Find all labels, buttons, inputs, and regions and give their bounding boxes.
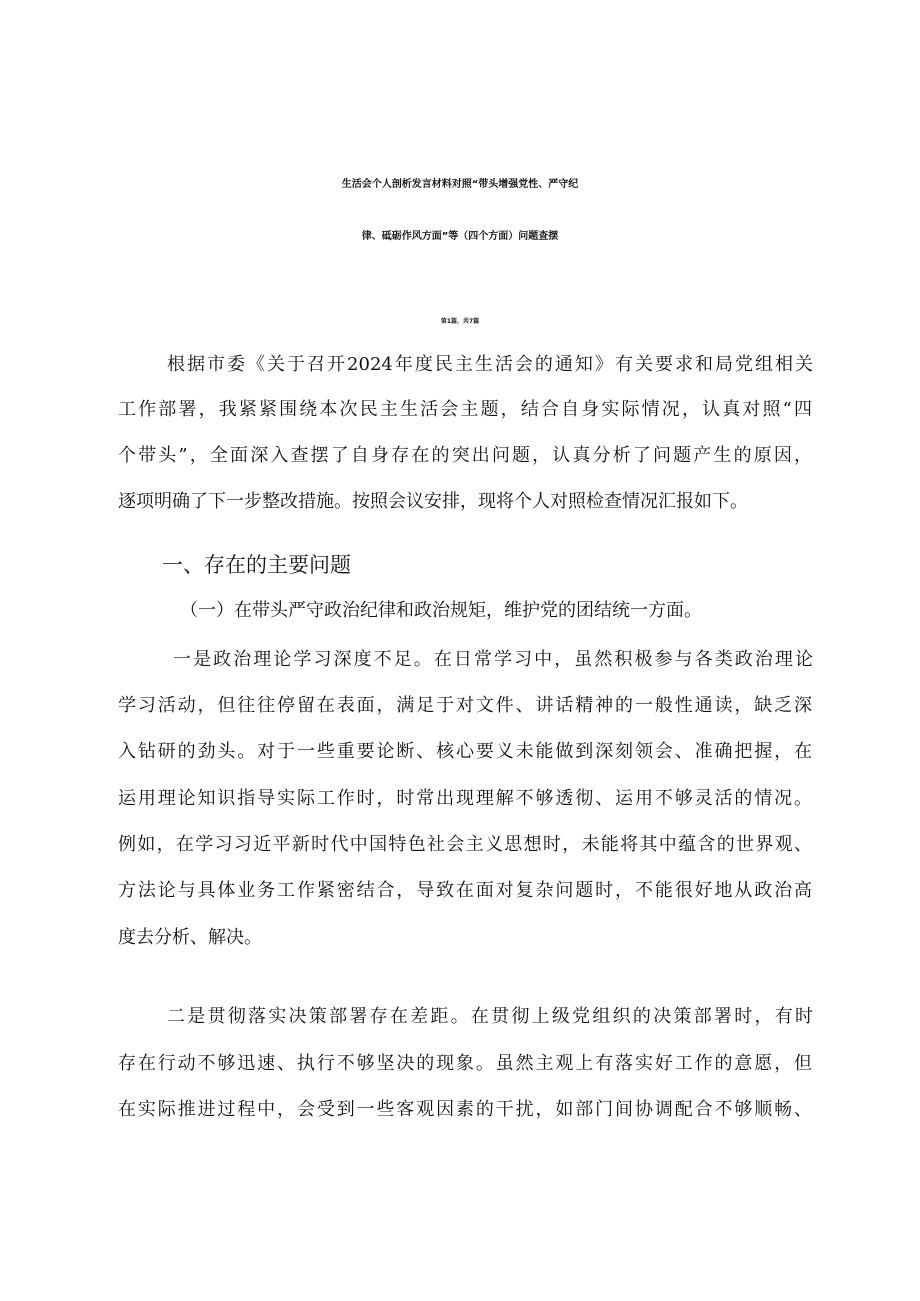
point2-line-1: 二是贯彻落实决策部署存在差距。在贯彻上级党组织的决策部署时，有时 [167,1006,813,1027]
intro-line-1: 根据市委《关于召开2024年度民主生活会的通知》有关要求和局党组相关 [167,354,813,375]
part-indicator: 第1篇，共7篇 [440,318,480,325]
section-heading: 一、存在的主要问题 [162,553,351,577]
point1-line-6: 方法论与具体业务工作紧密结合，导致在面对复杂问题时，不能很好地从政治高 [118,880,812,901]
document-title-line-2: 律、砥砺作风方面”等（四个方面）问题查摆 [361,231,559,242]
point2-line-3: 在实际推进过程中，会受到一些客观因素的干扰，如部门间协调配合不够顺畅、 [118,1099,812,1120]
subsection-heading: （一）在带头严守政治纪律和政治规矩，维护党的团结统一方面。 [180,600,702,621]
point1-line-7: 度去分析、解决。 [118,927,262,948]
document-title-line-1: 生活会个人剖析发言材料对照“带头增强党性、严守纪 [341,179,579,190]
intro-line-3: 个带头”，全面深入查摆了自身存在的突出问题，认真分析了问题产生的原因， [118,445,812,466]
point2-line-2: 存在行动不够迅速、执行不够坚决的现象。虽然主观上有落实好工作的意愿，但 [118,1053,812,1074]
point1-line-4: 运用理论知识指导实际工作时，时常出现理解不够透彻、运用不够灵活的情况。 [118,788,812,809]
point1-line-2: 学习活动，但往往停留在表面，满足于对文件、讲话精神的一般性通读，缺乏深 [118,695,812,716]
point1-line-1: 一是政治理论学习深度不足。在日常学习中，虽然积极参与各类政治理论 [173,649,813,670]
intro-line-2: 工作部署，我紧紧围绕本次民主生活会主题，结合自身实际情况，认真对照“四 [118,399,812,420]
point1-line-3: 入钻研的劲头。对于一些重要论断、核心要义未能做到深刻领会、准确把握，在 [118,741,812,762]
intro-line-4: 逐项明确了下一步整改措施。按照会议安排，现将个人对照检查情况汇报如下。 [118,491,748,512]
point1-line-5: 例如，在学习习近平新时代中国特色社会主义思想时，未能将其中蕴含的世界观、 [118,834,812,855]
